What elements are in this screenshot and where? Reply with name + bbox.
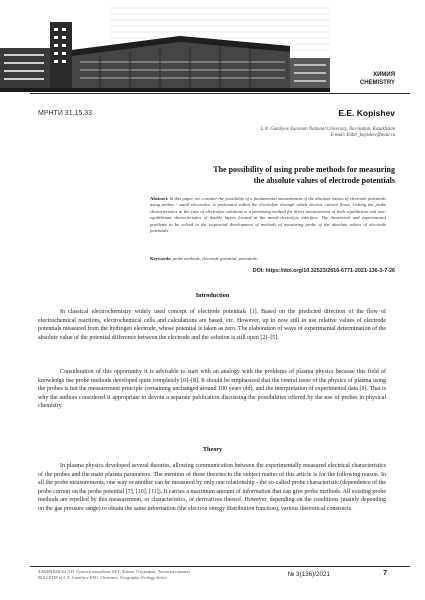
heading-introduction: Introduction [195, 292, 230, 299]
keywords-text: probe methods, electrode potential, potentials. [172, 256, 258, 261]
doi-link[interactable]: DOI: https://doi.org/10.32523/2616-6771-2021-136-3-7-26 [252, 268, 395, 274]
affiliation-university: L.N. Gumilyov Eurasian National University, Nur-Sultan, Kazakhstan [260, 127, 395, 132]
udc-code: МРНТИ 31.15.33 [38, 110, 93, 117]
intro-paragraph-1: In classical electrochemistry widely used concept of electrode potentials [1]. Based on the predicted direction of the flow of electrochemical reactions, electrochemical cells and calculations are based, etc. However, up to now still in use relative values of electrode potentials measured from the hydrogen electrode, whose potential is taken as zero. The elaboration of ways of experimental determination of the absolute value of the potential difference between the electrode and the solution is still open [2]–[5]. [38, 309, 386, 341]
title-line-2: the absolute values of electrode potentials [253, 175, 395, 185]
affiliation-email: E-mail: Eldar_kopishev@mail.ru [330, 133, 395, 138]
intro-paragraph-2: Consideration of this opportunity it is advisable to start with an analogy with the problems of plasma physics because this field of knowledge use probe methods developed quite completely [6]–[8]. It should be emphasized that the central issue of the physics of plasma using the probes is not the measurement principle (remaining unchanged around 100 years old), and the interpretation of experimental data [9]. That is why the authors considered it appropriate to devote a separate publication discussing the possibilities offered by the use of probes in physical chemistry. [38, 369, 386, 410]
keywords-label: Keywords: [150, 256, 172, 261]
footer-journal [38, 569, 190, 581]
section-label-ru: ХИМИЯ [373, 72, 395, 78]
section-tag [360, 72, 395, 87]
header-divider [30, 93, 410, 94]
heading-theory: Theory [202, 446, 223, 453]
page-number: 7 [383, 570, 387, 577]
footer-journal-en: BULLETIN of L.N. Gumilyov ENU. Chemistry. Geography. Ecology Series [38, 575, 167, 581]
title-line-1: The possibility of using probe methods for measuring [213, 165, 395, 174]
footer-divider [30, 566, 410, 567]
theory-paragraph-1: In plasma physics developed several theories, allowing communication between the experimentally measured electrical characteristics of the probes and the main plasma parameters. The mention of these theories to the subject matter of this article is for the following reason. In all the probe measurements, one way or another can be measured by only one relationship - the so-called probe characteristic (dependence of the probe current on the probe potential [7], [10], [11]). It carries a maximum amount of information that can give probe methods. All existing probe methods are repelled by this measurement, or characteristics, or derivatives thereof. However, depending on the conditions (mainly depending on the gas pressure range) to obtain the same information (the electron energy distribution function), various theoretical constructs. [38, 463, 386, 512]
affiliation [261, 127, 395, 139]
abstract-text: In this paper, we consider the possibility of a fundamental measurement of the absolute values of electrode potentials using probes - small electrodes, is positioned within the electrolyte through which electric current flows. Getting the probe characteristics in the case of electrolyte solutions is a promising method for direct measurement of both equilibrium and non-equilibrium characteristics of double layers formed at the metal-electrolyte interface. The theoretical and experimental problems to be solved in the sequential development of methods of measuring probe of the absolute values of electrode potentials. [150, 196, 386, 234]
issue-number: № 3(136)/2021 [287, 571, 330, 578]
keywords [150, 256, 386, 262]
footer-journal-kz: ХАБАРШЫСЫ Л.Н. Гумилев атындағы ЕҰУ. Химия. География. Экология сериясы [38, 569, 190, 574]
author-name: E.E. Kopishev [338, 108, 395, 118]
abstract-label: Abstract. [150, 196, 169, 201]
section-label-en: CHEMISTRY [359, 79, 395, 86]
article-title [115, 165, 395, 186]
abstract [150, 196, 386, 234]
